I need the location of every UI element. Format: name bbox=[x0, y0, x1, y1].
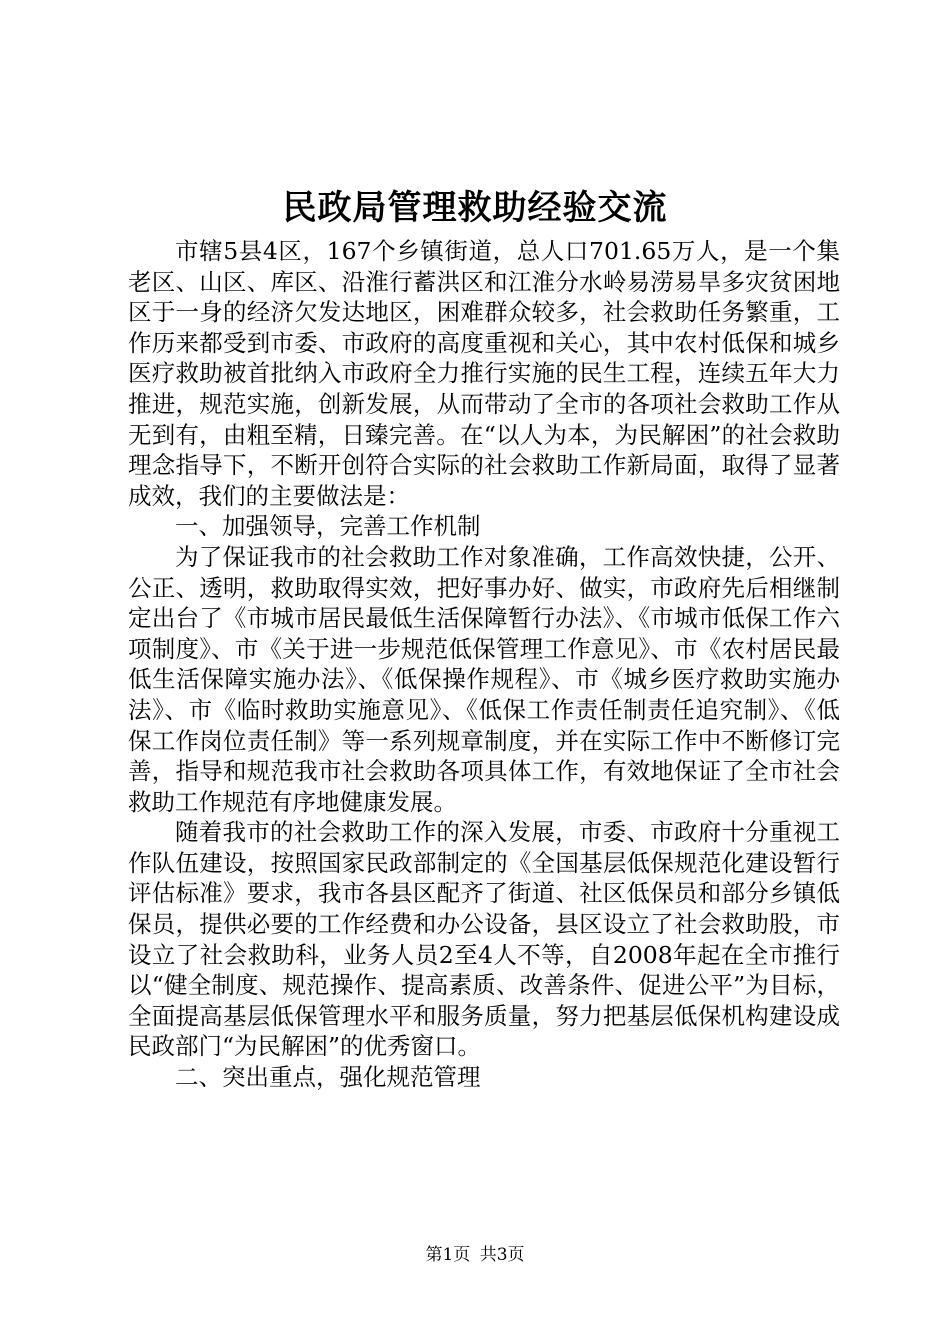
document-title: 民政局管理救助经验交流 bbox=[282, 188, 668, 228]
paragraph-team-building: 随着我市的社会救助工作的深入发展，市委、市政府十分重视工作队伍建设，按照国家民政部制定的《全国基层低保规范化建设暂行评估标准》要求，我市各县区配齐了街道、社区低保员和部分乡镇低保员，提供必要的工作经费和办公设备，县区设立了社会救助股，市设立了社会救助科，业务人员2至4人不等，自2008年起在全市推行以“健全制度、规范操作、提高素质、改善条件、促进公平”为目标，全面提高基层低保管理水平和服务质量，努力把基层低保机构建设成民政部门“为民解困”的优秀窗口。 bbox=[128, 818, 840, 1061]
section-heading-1: 一、加强领导，完善工作机制 bbox=[175, 512, 481, 541]
paragraph-regulations: 为了保证我市的社会救助工作对象准确，工作高效快捷，公开、公正、透明，救助取得实效，把好事办好、做实，市政府先后相继制定出台了《市城市居民最低生活保障暂行办法》、《市城市低保工作六项制度》、市《关于进一步规范低保管理工作意见》、市《农村居民最低生活保障实施办法》、《低保操作规程》、市《城乡医疗救助实施办法》、市《临时救助实施意见》、《低保工作责任制责任追究制》、《低保工作岗位责任制》等一系列规章制度，并在实际工作中不断修订完善，指导和规范我市社会救助各项具体工作，有效地保证了全市社会救助工作规范有序地健康发展。 bbox=[128, 542, 840, 816]
paragraph-intro: 市辖5县4区，167个乡镇街道，总人口701.65万人，是一个集老区、山区、库区、沿淮行蓄洪区和江淮分水岭易涝易旱多灾贫困地区于一身的经济欠发达地区，困难群众较多，社会救助任务繁重，工作历来都受到市委、市政府的高度重视和关心，其中农村低保和城乡医疗救助被首批纳入市政府全力推行实施的民生工程，连续五年大力推进，规范实施，创新发展，从而带动了全市的各项社会救助工作从无到有，由粗至精，日臻完善。在“以人为本，为民解困”的社会救助理念指导下，不断开创符合实际的社会救助工作新局面，取得了显著成效，我们的主要做法是： bbox=[128, 237, 840, 510]
page-number-footer: 第1页 共3页 bbox=[425, 1245, 525, 1265]
section-heading-2: 二、突出重点，强化规范管理 bbox=[175, 1063, 481, 1092]
document-body bbox=[128, 236, 840, 1093]
